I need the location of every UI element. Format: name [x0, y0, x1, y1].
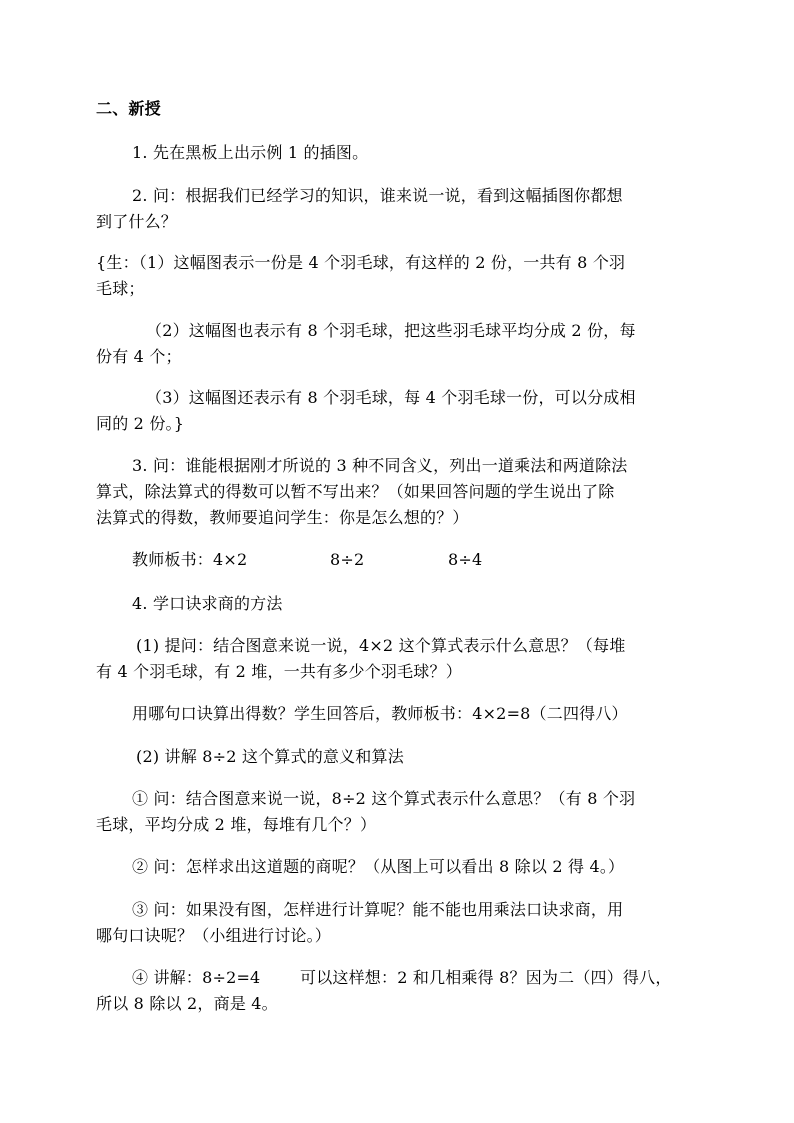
paragraph-line: 毛球，平均分成 2 堆，每堆有几个？） [96, 815, 377, 834]
board-expression: 8÷2 [330, 550, 365, 569]
paragraph-line: （2）这幅图也表示有 8 个羽毛球，把这些羽毛球平均分成 2 份，每 [146, 321, 636, 340]
paragraph-line: 到了什么？ [96, 212, 178, 231]
paragraph-line: {生：（1）这幅图表示一份是 4 个羽毛球，有这样的 2 份，一共有 8 个羽 [96, 253, 626, 272]
board-label: 教师板书：4×2 [132, 550, 248, 569]
paragraph-line: (2) 讲解 8÷2 这个算式的意义和算法 [136, 747, 404, 766]
paragraph-line: ① 问：结合图意来说一说，8÷2 这个算式表示什么意思？（有 8 个羽 [132, 789, 636, 808]
paragraph-line: 份有 4 个； [96, 347, 182, 366]
paragraph-line: 算式，除法算式的得数可以暂不写出来？（如果回答问题的学生说出了除 [96, 482, 615, 501]
paragraph-line: 所以 8 除以 2，商是 4。 [96, 994, 278, 1013]
paragraph-line: 3. 问：谁能根据刚才所说的 3 种不同含义，列出一道乘法和两道除法 [132, 456, 628, 475]
paragraph-line: 2. 问：根据我们已经学习的知识，谁来说一说，看到这幅插图你都想 [132, 186, 623, 205]
paragraph-line: ④ 讲解：8÷2=4 [132, 968, 261, 987]
board-expression: 8÷4 [448, 550, 483, 569]
paragraph-line: 哪句口诀呢？（小组进行讨论。） [96, 926, 332, 945]
paragraph-line: 用哪句口诀算出得数？学生回答后，教师板书：4×2=8（二四得八） [132, 704, 628, 723]
paragraph-line: ② 问：怎样求出这道题的商呢？（从图上可以看出 8 除以 2 得 4。） [132, 857, 625, 876]
paragraph-line: 1. 先在黑板上出示例 1 的插图。 [132, 143, 369, 162]
section-heading: 二、新授 [96, 99, 161, 118]
paragraph-line: （3）这幅图还表示有 8 个羽毛球，每 4 个羽毛球一份，可以分成相 [146, 388, 636, 407]
paragraph-line: ③ 问：如果没有图，怎样进行计算呢？能不能也用乘法口诀求商，用 [132, 900, 624, 919]
paragraph-line: (1) 提问：结合图意来说一说，4×2 这个算式表示什么意思？（每堆 [136, 636, 626, 655]
paragraph-line: 有 4 个羽毛球，有 2 堆，一共有多少个羽毛球？） [96, 662, 462, 681]
paragraph-line: 可以这样想：2 和几相乘得 8？因为二（四）得八， [300, 968, 672, 987]
paragraph-line: 法算式的得数，教师要追问学生：你是怎么想的？） [96, 508, 469, 527]
paragraph-line: 毛球； [96, 279, 145, 298]
paragraph-line: 4. 学口诀求商的方法 [132, 594, 283, 613]
paragraph-line: 同的 2 份。} [96, 414, 185, 433]
